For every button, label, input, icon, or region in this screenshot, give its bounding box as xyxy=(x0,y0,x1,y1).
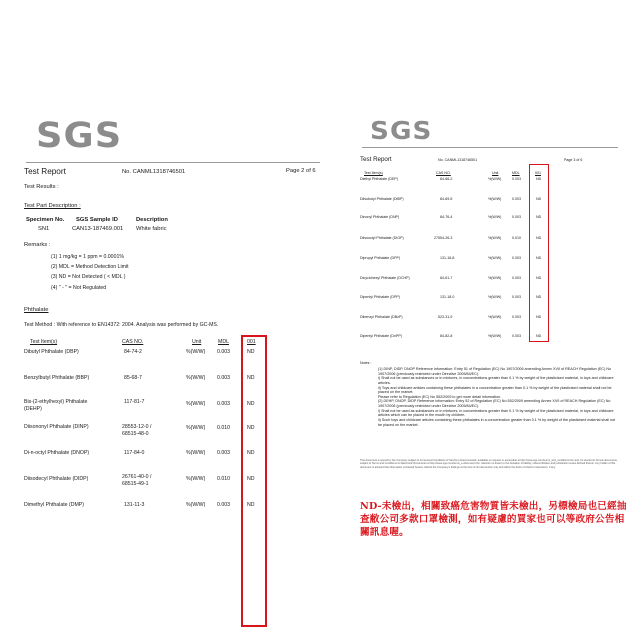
r-row-3-result: ND xyxy=(536,215,542,219)
note-2: i) Shall not be used as substances or in mixtures, in concentrations greater than 0.1 % by weight of the plasticised material, in toys and childcare articles. xyxy=(378,376,614,385)
r-row-7-result: ND xyxy=(536,295,542,299)
row-3-result: ND xyxy=(247,401,255,407)
row-7-result: ND xyxy=(247,502,255,508)
r-row-9-unit: %(W/W) xyxy=(488,334,502,338)
note-7: ii) Such toys and childcare articles containing these phthalates in a concentration greater than 0.1 % by weight of the plasticised material shall not be placed on the market. xyxy=(378,417,616,427)
r-row-4-cas: 27554-26-3 xyxy=(434,236,453,240)
r-row-1-cas: 84-66-2 xyxy=(440,177,453,181)
specimen-header-id: SGS Sample ID xyxy=(76,217,118,223)
r-row-6-result: ND xyxy=(536,276,542,280)
row-4-cas: 28553-12-0 / xyxy=(122,424,152,430)
notes-label: Notes : xyxy=(360,361,372,365)
r-row-1-name: Diethyl Phthalate (DEP) xyxy=(360,177,398,181)
col-header-cas: CAS NO. xyxy=(436,171,451,175)
remark-3: (3) ND = Not Detected ( < MDL ) xyxy=(51,274,126,280)
row-2-mdl: 0.003 xyxy=(217,375,230,381)
result-column-highlight xyxy=(529,164,549,342)
r-row-8-result: ND xyxy=(536,315,542,319)
r-row-8-name: Dibenzyl Phthalate (DBzP) xyxy=(360,315,403,319)
row-1-result: ND xyxy=(247,349,255,355)
col-header-unit: Unit xyxy=(492,171,499,175)
row-6-result: ND xyxy=(247,476,255,482)
r-row-5-cas: 131-16-8 xyxy=(440,256,455,260)
header-rule xyxy=(26,162,320,163)
row-6-mdl: 0.010 xyxy=(217,476,230,482)
r-row-5-unit: %(W/W) xyxy=(488,256,502,260)
row-1-mdl: 0.003 xyxy=(217,349,230,355)
row-5-name: Di-n-octyl Phthalate (DNOP) xyxy=(24,450,90,456)
specimen-header-desc: Description xyxy=(136,217,168,223)
r-row-4-unit: %(W/W) xyxy=(488,236,502,240)
nd-explanation-note: ND-未檢出，相關致癌危害物質皆未檢出，另標檢局也已經抽查敝公司多款口罩檢測，如有疑慮的買家也可以等政府公告相關訊息喔。 xyxy=(360,501,627,539)
r-row-4-result: ND xyxy=(536,236,542,240)
row-5-result: ND xyxy=(247,450,255,456)
row-1-unit: %(W/W) xyxy=(186,349,206,355)
r-row-6-name: Dicyclohexyl Phthalate (DCHP) xyxy=(360,276,410,280)
note-1: (1) DINP, DIDP, DNOP Reference information: Entry 51 of Regulation (EC) No 1907/2006 amending Annex XVII of REACH Regulation (EC) No 1907/2006 (previously restricted under Directive 2005/84/EC). xyxy=(378,367,612,376)
r-row-9-name: Dipentyl Phthalate (DnPP) xyxy=(360,334,402,338)
row-7-cas: 131-11-3 xyxy=(124,502,145,508)
r-row-6-unit: %(W/W) xyxy=(488,276,502,280)
r-row-6-mdl: 0.003 xyxy=(512,276,521,280)
report-page-3 xyxy=(356,112,626,512)
r-row-4-name: Diisooctyl Phthalate (DIOP) xyxy=(360,236,404,240)
row-7-mdl: 0.003 xyxy=(217,502,230,508)
col-header-unit: Unit xyxy=(192,339,202,345)
r-row-9-mdl: 0.003 xyxy=(512,334,521,338)
row-3-name: Bis-(2-ethylhexyl) Phthalate xyxy=(24,399,88,405)
page-number: Page 3 of 6 xyxy=(564,158,583,162)
report-number: No. CANML1318746501 xyxy=(122,169,186,175)
report-number: No. CANML1318746501 xyxy=(438,158,478,162)
row-2-result: ND xyxy=(247,375,255,381)
r-row-7-cas: 131-18-0 xyxy=(440,295,455,299)
row-2-cas: 85-68-7 xyxy=(124,375,142,381)
r-row-2-name: Diisobutyl Phthalate (DIBP) xyxy=(360,197,404,201)
r-row-8-cas: 523-31-9 xyxy=(438,315,453,319)
remark-4: (4) " - " = Not Regulated xyxy=(51,285,107,291)
note-4: Please refer to Regulation (EC) No 552/2009 to get more detail information. xyxy=(378,394,502,399)
row-6-cas: 26761-40-0 / xyxy=(122,474,152,480)
r-row-5-result: ND xyxy=(536,256,542,260)
row-3-unit: %(W/W) xyxy=(186,401,206,407)
r-row-1-unit: %(W/W) xyxy=(488,177,502,181)
note-3: ii) Toys and childcare articles containing these phthalates in a concentration greater than 0.1 % by weight of the plasticised material shall not be placed on the market. xyxy=(378,385,612,395)
report-title: Test Report xyxy=(24,167,66,176)
col-header-item: Test Item(s) xyxy=(30,339,58,345)
remark-2: (2) MDL = Method Detection Limit xyxy=(51,264,129,270)
result-column-highlight xyxy=(241,335,267,627)
phthalate-heading: Phthalate xyxy=(24,307,49,313)
r-row-7-mdl: 0.003 xyxy=(512,295,521,299)
row-7-name: Dimethyl Phthalate (DMP) xyxy=(24,502,84,508)
r-row-2-cas: 84-69-5 xyxy=(440,197,453,201)
remark-1: (1) 1 mg/kg = 1 ppm = 0.0001% xyxy=(51,254,124,260)
specimen-header-no: Specimen No. xyxy=(26,217,65,223)
col-header-mdl: MDL xyxy=(512,171,520,175)
row-5-unit: %(W/W) xyxy=(186,450,206,456)
r-row-3-unit: %(W/W) xyxy=(488,215,502,219)
r-row-9-result: ND xyxy=(536,334,542,338)
test-part-description-label: Test Part Description : xyxy=(24,203,81,209)
row-2-unit: %(W/W) xyxy=(186,375,206,381)
r-row-5-mdl: 0.003 xyxy=(512,256,521,260)
r-row-3-mdl: 0.003 xyxy=(512,215,521,219)
notes-block xyxy=(378,367,616,427)
col-header-result: 001 xyxy=(247,339,256,345)
col-header-mdl: MDL xyxy=(218,339,229,345)
r-row-9-cas: 84-82-8 xyxy=(440,334,453,338)
row-3-mdl: 0.003 xyxy=(217,401,230,407)
row-4-mdl: 0.010 xyxy=(217,425,230,431)
row-4-cas-alt: 68515-48-0 xyxy=(122,431,149,437)
report-title: Test Report xyxy=(360,156,392,163)
test-results-label: Test Results : xyxy=(24,184,59,190)
test-method: Test Method : With reference to EN14372: 2004. Analysis was performed by GC-MS. xyxy=(24,322,219,328)
r-row-3-name: Dinonyl Phthalate (DNP) xyxy=(360,215,400,219)
row-5-cas: 117-84-0 xyxy=(124,450,145,456)
r-row-3-cas: 84-76-4 xyxy=(440,215,453,219)
r-row-2-mdl: 0.003 xyxy=(512,197,521,201)
sgs-logo: SGS xyxy=(370,116,433,145)
r-row-8-unit: %(W/W) xyxy=(488,315,502,319)
r-row-6-cas: 84-61-7 xyxy=(440,276,453,280)
row-2-name: Benzylbutyl Phthalate (BBP) xyxy=(24,375,90,381)
row-1-name: Dibutyl Phthalate (DBP) xyxy=(24,349,79,355)
r-row-1-mdl: 0.003 xyxy=(512,177,521,181)
row-6-cas-alt: 68515-49-1 xyxy=(122,481,149,487)
specimen-no: SN1 xyxy=(38,226,50,232)
col-header-cas: CAS NO. xyxy=(122,339,144,345)
r-row-2-unit: %(W/W) xyxy=(488,197,502,201)
col-header-result: 001 xyxy=(535,171,541,175)
row-6-unit: %(W/W) xyxy=(186,476,206,482)
col-header-item: Test Item(s) xyxy=(364,171,383,175)
remarks-label: Remarks : xyxy=(24,242,51,248)
row-4-result: ND xyxy=(247,425,255,431)
row-5-mdl: 0.003 xyxy=(217,450,230,456)
sgs-logo: SGS xyxy=(36,116,123,156)
r-row-1-result: ND xyxy=(536,177,542,181)
page-number: Page 2 of 6 xyxy=(286,168,316,174)
specimen-description: White fabric xyxy=(136,226,167,232)
r-row-8-mdl: 0.003 xyxy=(512,315,521,319)
row-1-cas: 84-74-2 xyxy=(124,349,142,355)
row-3-name-cont: (DEHP) xyxy=(24,406,42,412)
row-7-unit: %(W/W) xyxy=(186,502,206,508)
r-row-4-mdl: 0.010 xyxy=(512,236,521,240)
row-4-name: Diisononyl Phthalate (DINP) xyxy=(24,424,89,430)
r-row-2-result: ND xyxy=(536,197,542,201)
note-6: i) Shall not be used as substances or in mixtures, in concentrations greater than 0.1 % by weight of the plasticised material, in toys and childcare articles which can be placed in the mouth by children. xyxy=(378,408,614,418)
report-page-2 xyxy=(14,112,330,632)
specimen-id: CAN13-187469.001 xyxy=(72,226,124,232)
r-row-7-unit: %(W/W) xyxy=(488,295,502,299)
note-5: (2) DEHP, DNOP, DIDP Reference information: Entry 52 of Regulation (EC) No 552/2009 amending Annex XVII of REACH Regulation (EC) No 1907/2006 (previously restricted under Directive 2005/84/EC). xyxy=(378,399,611,408)
header-rule xyxy=(362,147,618,148)
row-3-cas: 117-81-7 xyxy=(124,399,145,405)
r-row-5-name: Dipropyl Phthalate (DPP) xyxy=(360,256,401,260)
legal-fine-print: This document is issued by the Company subject to its General Conditions of Service printed overleaf, available on request or accessible at http://www.sgs.com/terms_and_conditions.htm and, for electronic format documents, subject to Terms and Conditions for Electronic Documents at http://www.sgs.com/terms_e-document.htm. Attention is drawn to the limitation of liability, indemnification and jurisdiction issues defined therein. Any holder of this document is advised that information contained hereon reflects the Company's findings at the time of its intervention only and within the limits of Client's instructions, if any. xyxy=(360,459,618,469)
row-4-unit: %(W/W) xyxy=(186,425,206,431)
row-6-name: Diisodecyl Phthalate (DIDP) xyxy=(24,476,89,482)
r-row-7-name: Dipentyl Phthalate (DPP) xyxy=(360,295,400,299)
